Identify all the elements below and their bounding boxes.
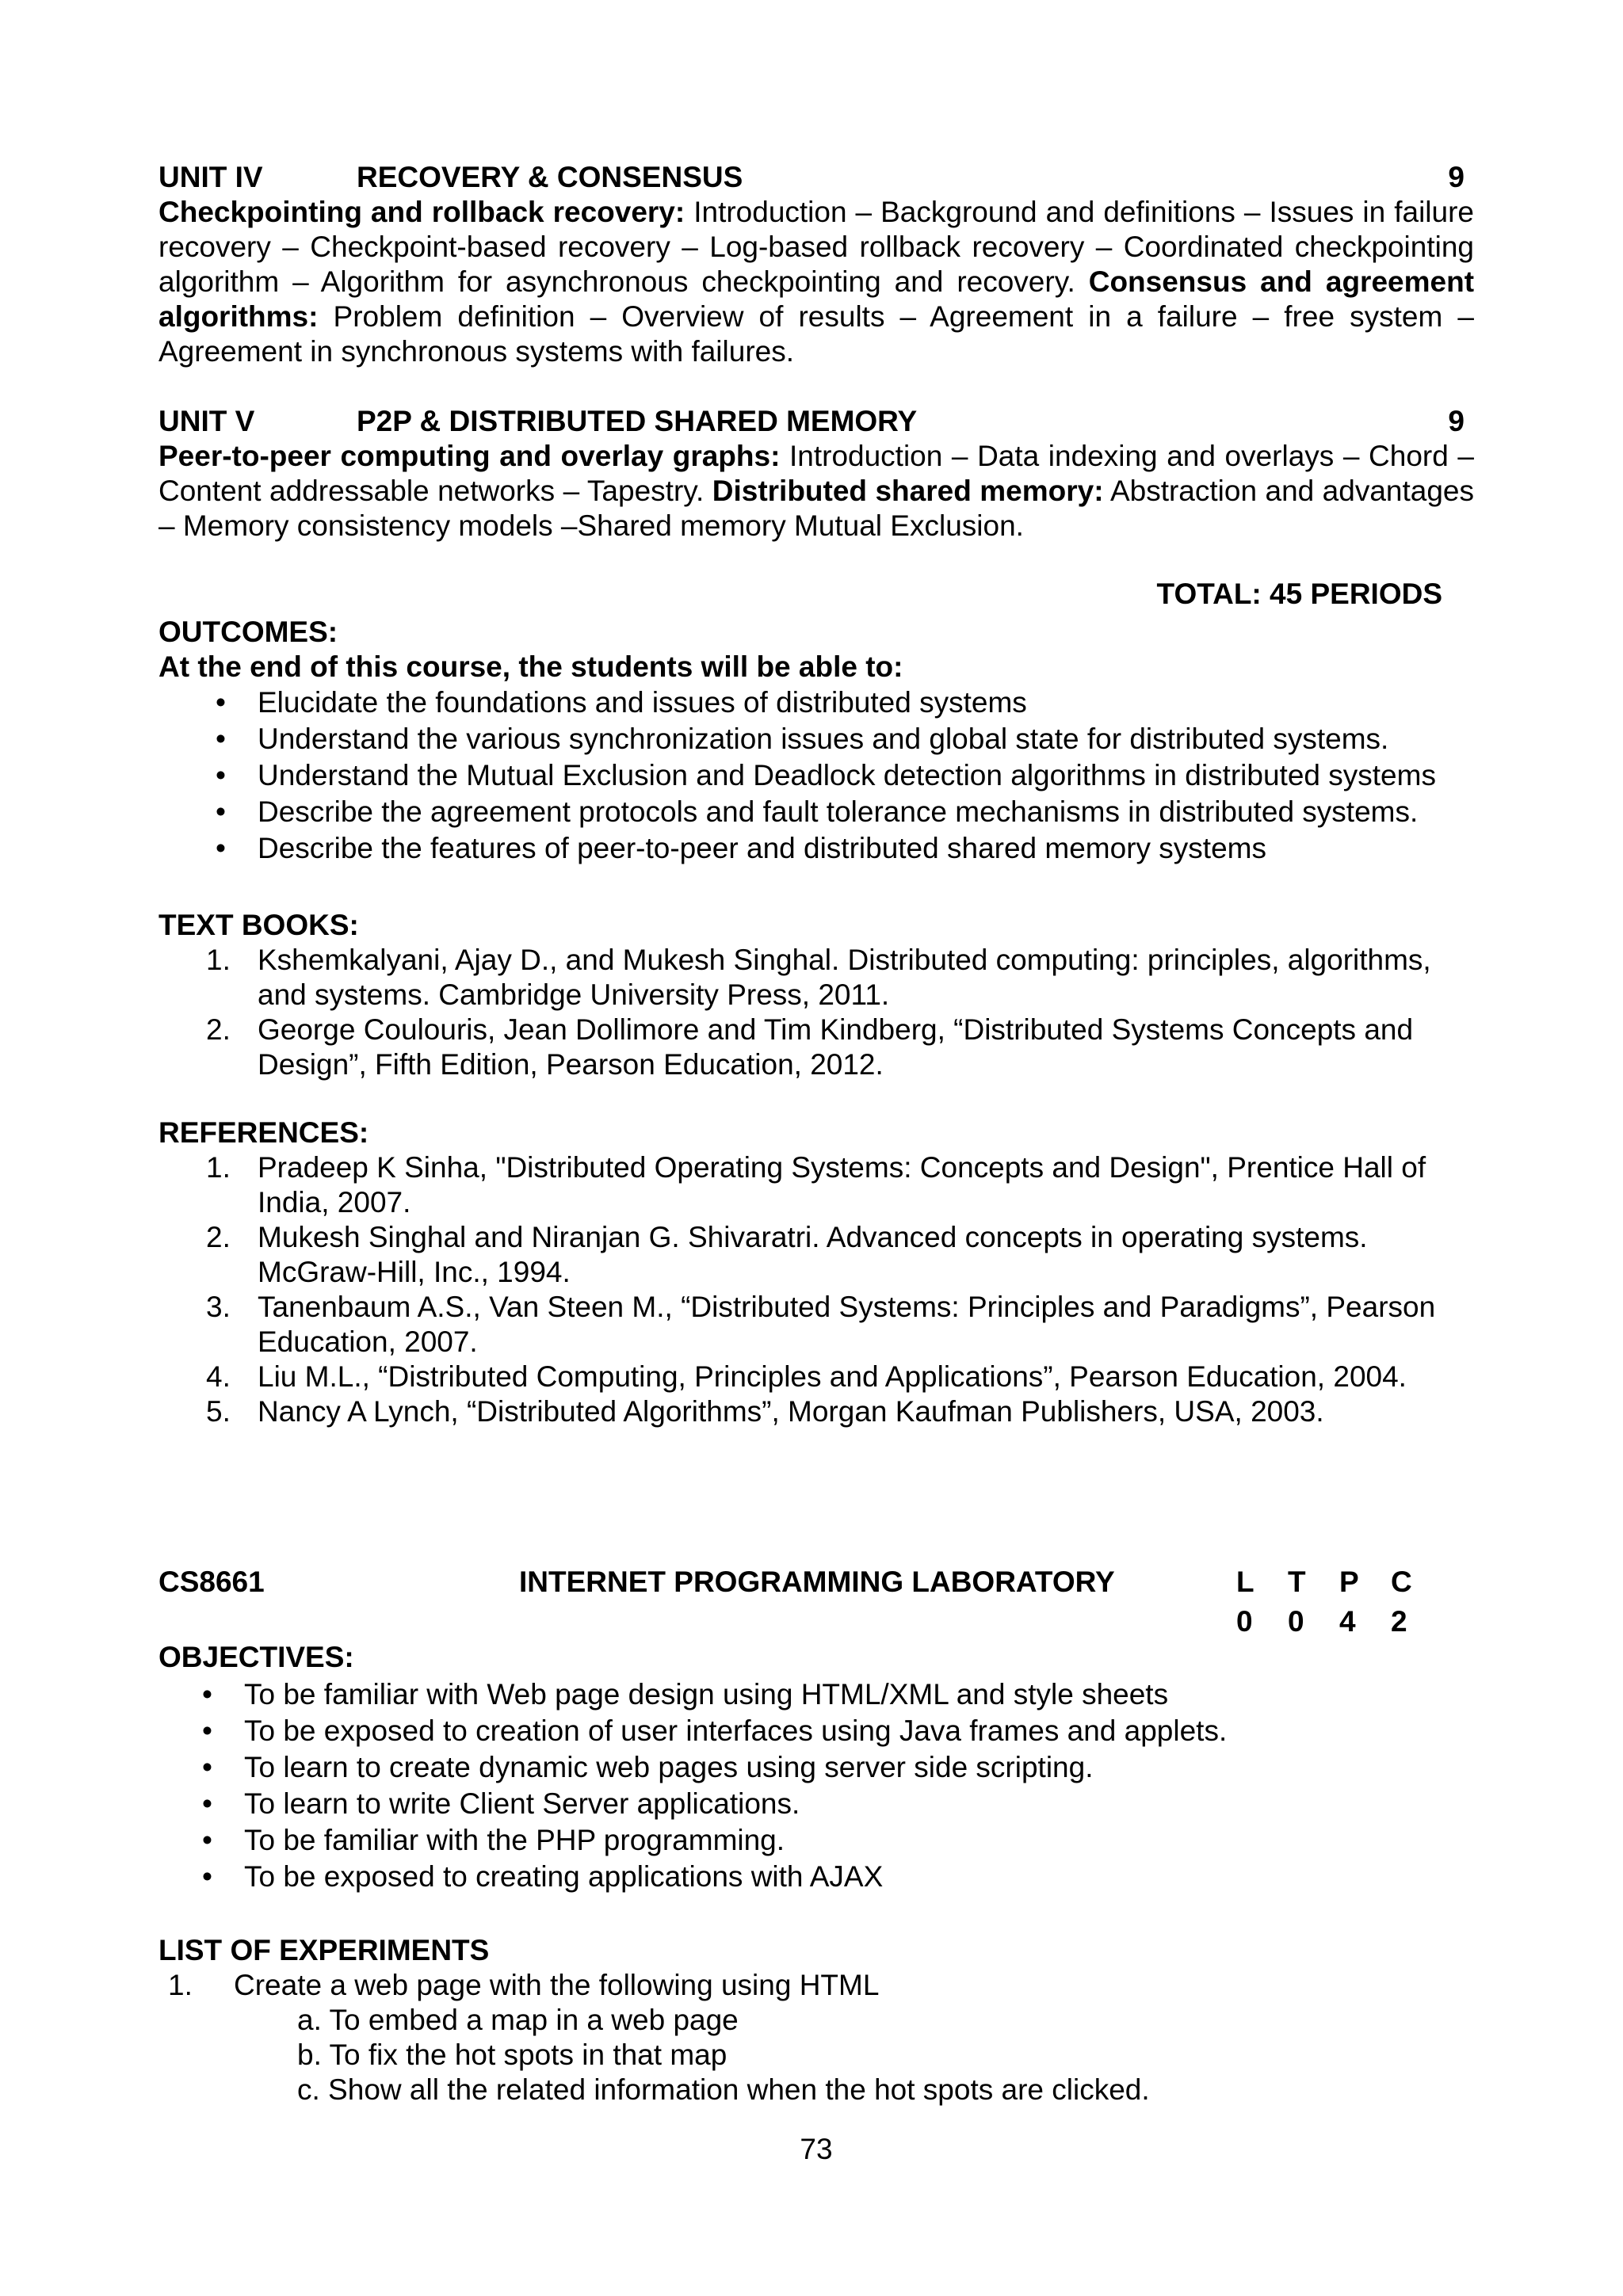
- unit-v-id: UNIT V: [158, 405, 255, 437]
- list-item: 5. Nancy A Lynch, “Distributed Algorithms”, Morgan Kaufman Publishers, USA, 2003.: [206, 1395, 1324, 1428]
- objectives-section: [158, 1640, 1474, 1895]
- list-item: 1. Kshemkalyani, Ajay D., and Mukesh Singhal. Distributed computing: principles, algorithms, and systems. Cambridge University Press, 2011.: [206, 944, 1431, 1011]
- unit-v-body: [158, 439, 1474, 543]
- unit-iv-title: RECOVERY & CONSENSUS: [357, 161, 743, 193]
- list-item: • To learn to create dynamic web pages using server side scripting.: [158, 1749, 1474, 1786]
- bullet-icon: •: [202, 1714, 212, 1747]
- references-list: [158, 1150, 1474, 1429]
- experiment-subitem: c. Show all the related information when the hot spots are clicked.: [297, 2073, 1150, 2106]
- list-item: • To be familiar with Web page design using HTML/XML and style sheets: [158, 1676, 1474, 1713]
- list-item: • Describe the agreement protocols and fault tolerance mechanisms in distributed systems.: [158, 794, 1474, 830]
- unit-iv-hours: 9: [1448, 161, 1465, 193]
- references-section: [158, 1116, 1474, 1429]
- outcomes-heading: OUTCOMES:: [158, 616, 338, 648]
- course-header: [158, 1562, 1474, 1642]
- list-item: 2. Mukesh Singhal and Niranjan G. Shivaratri. Advanced concepts in operating systems. McGraw-Hill, Inc., 1994.: [206, 1221, 1368, 1288]
- list-item: 2. George Coulouris, Jean Dollimore and Tim Kindberg, “Distributed Systems Concepts and Design”, Fifth Edition, Pearson Education, 2012.: [206, 1013, 1414, 1081]
- unit-iv-topic-1: Checkpointing and rollback recovery:: [158, 196, 685, 228]
- ltpc-values: 0 0 4 2: [1236, 1605, 1407, 1638]
- list-item: • To be exposed to creation of user interfaces using Java frames and applets.: [158, 1713, 1474, 1749]
- list-item: • To be exposed to creating applications with AJAX: [158, 1859, 1474, 1895]
- page-number: 73: [800, 2133, 833, 2165]
- unit-iv-topic-1-text: Introduction – Background and definitions – Issues in failure recovery – Checkpoint-based recovery – Log-based rollback recovery – Coordinated checkpointing algorithm – Algorithm for asynchronous checkpointing and recovery.: [158, 196, 1474, 298]
- document-page: [158, 0, 1474, 2296]
- bullet-icon: •: [202, 1787, 212, 1820]
- bullet-icon: •: [202, 1678, 212, 1711]
- unit-v-hours: 9: [1448, 405, 1465, 437]
- list-item: • Understand the Mutual Exclusion and Deadlock detection algorithms in distributed systems: [158, 757, 1474, 794]
- objectives-list: [158, 1676, 1474, 1895]
- total-periods: TOTAL: 45 PERIODS: [1156, 578, 1442, 610]
- bullet-icon: •: [216, 759, 226, 791]
- objectives-heading: OBJECTIVES:: [158, 1641, 354, 1673]
- course-title-row: [158, 1562, 1474, 1602]
- unit-v-section: [158, 404, 1474, 543]
- unit-v-topic-1: Peer-to-peer computing and overlay graphs:: [158, 440, 781, 472]
- experiment-subitem: b. To fix the hot spots in that map: [297, 2039, 727, 2071]
- unit-v-topic-1-text: Introduction – Data indexing and overlays – Chord – Content addressable networks – Tapestry.: [158, 440, 1474, 507]
- list-item: • Understand the various synchronization issues and global state for distributed systems.: [158, 721, 1474, 757]
- textbooks-list: [158, 943, 1474, 1082]
- unit-iv-topic-2-text: Problem definition – Overview of results – Agreement in a failure – free system – Agreement in synchronous systems with failures.: [158, 300, 1474, 368]
- bullet-icon: •: [216, 795, 226, 828]
- unit-v-topic-2-text: Abstraction and advantages – Memory consistency models –Shared memory Mutual Exclusion.: [158, 475, 1474, 542]
- list-item: 1. Pradeep K Sinha, "Distributed Operating Systems: Concepts and Design", Prentice Hall of India, 2007.: [206, 1151, 1426, 1219]
- list-item: • Elucidate the foundations and issues of distributed systems: [158, 685, 1474, 721]
- course-code: CS8661: [158, 1566, 265, 1598]
- list-item: 4. Liu M.L., “Distributed Computing, Principles and Applications”, Pearson Education, 2004.: [206, 1360, 1407, 1393]
- outcomes-section: [158, 615, 1474, 867]
- experiment-item: 1. Create a web page with the following using HTML: [168, 1969, 880, 2001]
- experiments-section: [158, 1933, 1474, 2107]
- unit-v-title: P2P & DISTRIBUTED SHARED MEMORY: [357, 405, 918, 437]
- outcomes-list: [158, 685, 1474, 867]
- bullet-icon: •: [216, 686, 226, 719]
- unit-v-header: [158, 404, 1474, 439]
- bullet-icon: •: [216, 723, 226, 755]
- experiments-heading: LIST OF EXPERIMENTS: [158, 1934, 490, 1966]
- unit-iv-section: [158, 160, 1474, 369]
- ltpc-labels: L T P C: [1236, 1566, 1412, 1598]
- list-item: • To learn to write Client Server applications.: [158, 1786, 1474, 1822]
- course-title: INTERNET PROGRAMMING LABORATORY: [519, 1566, 1115, 1598]
- list-item: • Describe the features of peer-to-peer and distributed shared memory systems: [158, 830, 1474, 867]
- unit-iv-body: [158, 195, 1474, 369]
- unit-v-topic-2: Distributed shared memory:: [712, 475, 1104, 507]
- course-credits-row: [158, 1602, 1474, 1642]
- unit-iv-header: [158, 160, 1474, 195]
- textbooks-section: [158, 908, 1474, 1082]
- list-item: • To be familiar with the PHP programming.: [158, 1822, 1474, 1859]
- references-heading: REFERENCES:: [158, 1116, 369, 1149]
- bullet-icon: •: [202, 1860, 212, 1893]
- outcomes-intro: At the end of this course, the students will be able to:: [158, 650, 903, 683]
- bullet-icon: •: [202, 1751, 212, 1783]
- unit-iv-topic-2: Consensus and agreement algorithms:: [158, 265, 1475, 333]
- bullet-icon: •: [202, 1824, 212, 1856]
- bullet-icon: •: [216, 832, 226, 864]
- experiment-subitem: a. To embed a map in a web page: [297, 2004, 739, 2036]
- list-item: 3. Tanenbaum A.S., Van Steen M., “Distributed Systems: Principles and Paradigms”, Pearson Education, 2007.: [206, 1291, 1436, 1358]
- textbooks-heading: TEXT BOOKS:: [158, 909, 359, 941]
- unit-iv-id: UNIT IV: [158, 161, 263, 193]
